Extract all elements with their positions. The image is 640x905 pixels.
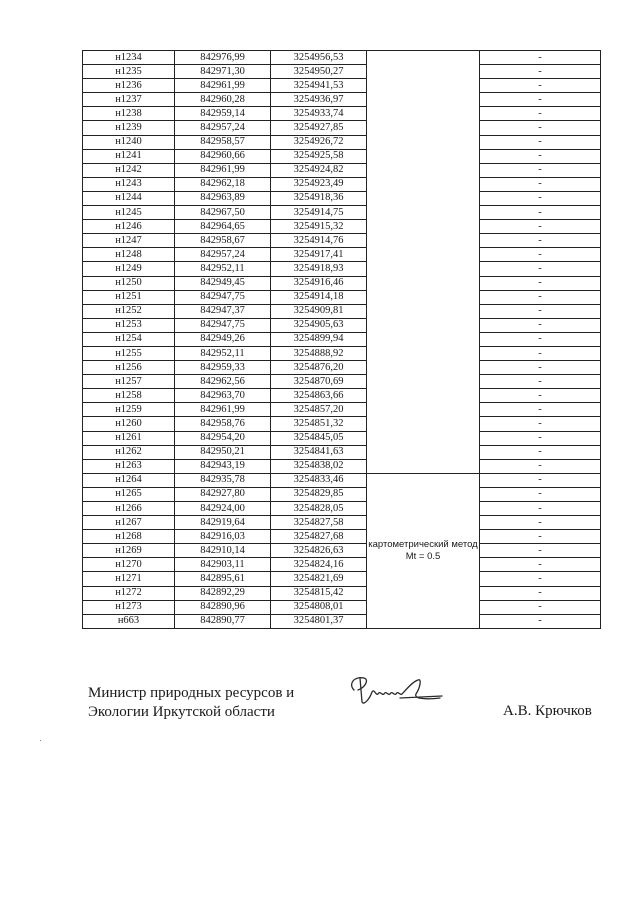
- y-coordinate-cell: 3254815,42: [271, 586, 367, 600]
- signatory-title-line2: Экологии Иркутской области: [88, 704, 275, 720]
- y-coordinate-cell: 3254821,69: [271, 572, 367, 586]
- table-row: [83, 544, 601, 558]
- table-row: [83, 417, 601, 431]
- y-coordinate-cell: 3254827,58: [271, 516, 367, 530]
- table-row: [83, 318, 601, 332]
- dash-cell: -: [480, 93, 601, 107]
- point-id-cell: н1242: [83, 163, 175, 177]
- dash-cell: -: [480, 389, 601, 403]
- dash-cell: -: [480, 487, 601, 501]
- table-row: [83, 473, 601, 487]
- x-coordinate-cell: 842961,99: [175, 79, 271, 93]
- point-id-cell: н1252: [83, 304, 175, 318]
- x-coordinate-cell: 842950,21: [175, 445, 271, 459]
- signatory-title: [88, 684, 294, 722]
- point-id-cell: н1253: [83, 318, 175, 332]
- table-row: [83, 403, 601, 417]
- point-id-cell: н1241: [83, 149, 175, 163]
- x-coordinate-cell: 842949,26: [175, 332, 271, 346]
- dash-cell: -: [480, 346, 601, 360]
- x-coordinate-cell: 842960,66: [175, 149, 271, 163]
- dash-cell: -: [480, 586, 601, 600]
- dash-cell: -: [480, 473, 601, 487]
- x-coordinate-cell: 842890,96: [175, 600, 271, 614]
- table-row: [83, 206, 601, 220]
- dash-cell: -: [480, 332, 601, 346]
- x-coordinate-cell: 842954,20: [175, 431, 271, 445]
- y-coordinate-cell: 3254916,46: [271, 276, 367, 290]
- point-id-cell: н1264: [83, 473, 175, 487]
- table-row: [83, 586, 601, 600]
- dash-cell: -: [480, 403, 601, 417]
- dash-cell: -: [480, 445, 601, 459]
- y-coordinate-cell: 3254909,81: [271, 304, 367, 318]
- y-coordinate-cell: 3254936,97: [271, 93, 367, 107]
- table-row: [83, 276, 601, 290]
- table-row: [83, 234, 601, 248]
- point-id-cell: н1246: [83, 220, 175, 234]
- point-id-cell: н1255: [83, 346, 175, 360]
- table-row: [83, 459, 601, 473]
- coordinates-table: [82, 50, 601, 629]
- x-coordinate-cell: 842962,18: [175, 177, 271, 191]
- y-coordinate-cell: 3254918,36: [271, 191, 367, 205]
- x-coordinate-cell: 842959,33: [175, 361, 271, 375]
- table-row: [83, 65, 601, 79]
- dash-cell: -: [480, 220, 601, 234]
- point-id-cell: н1239: [83, 121, 175, 135]
- x-coordinate-cell: 842903,11: [175, 558, 271, 572]
- point-id-cell: н1247: [83, 234, 175, 248]
- point-id-cell: н1258: [83, 389, 175, 403]
- point-id-cell: н1273: [83, 600, 175, 614]
- y-coordinate-cell: 3254824,16: [271, 558, 367, 572]
- y-coordinate-cell: 3254950,27: [271, 65, 367, 79]
- point-id-cell: н1244: [83, 191, 175, 205]
- y-coordinate-cell: 3254941,53: [271, 79, 367, 93]
- dash-cell: -: [480, 276, 601, 290]
- point-id-cell: н1262: [83, 445, 175, 459]
- y-coordinate-cell: 3254827,68: [271, 530, 367, 544]
- table-row: [83, 346, 601, 360]
- dash-cell: -: [480, 318, 601, 332]
- y-coordinate-cell: 3254905,63: [271, 318, 367, 332]
- point-id-cell: н663: [83, 614, 175, 628]
- x-coordinate-cell: 842957,24: [175, 248, 271, 262]
- x-coordinate-cell: 842949,45: [175, 276, 271, 290]
- table-row: [83, 516, 601, 530]
- y-coordinate-cell: 3254828,05: [271, 502, 367, 516]
- point-id-cell: н1240: [83, 135, 175, 149]
- x-coordinate-cell: 842961,99: [175, 403, 271, 417]
- table-row: [83, 93, 601, 107]
- y-coordinate-cell: 3254838,02: [271, 459, 367, 473]
- x-coordinate-cell: 842958,76: [175, 417, 271, 431]
- point-id-cell: н1257: [83, 375, 175, 389]
- table-row: [83, 530, 601, 544]
- x-coordinate-cell: 842957,24: [175, 121, 271, 135]
- y-coordinate-cell: 3254899,94: [271, 332, 367, 346]
- y-coordinate-cell: 3254857,20: [271, 403, 367, 417]
- point-id-cell: н1266: [83, 502, 175, 516]
- dash-cell: -: [480, 304, 601, 318]
- dash-cell: -: [480, 459, 601, 473]
- x-coordinate-cell: 842967,50: [175, 206, 271, 220]
- dash-cell: -: [480, 544, 601, 558]
- point-id-cell: н1261: [83, 431, 175, 445]
- y-coordinate-cell: 3254926,72: [271, 135, 367, 149]
- signatory-name: А.В. Крючков: [503, 703, 592, 719]
- x-coordinate-cell: 842935,78: [175, 473, 271, 487]
- point-id-cell: н1237: [83, 93, 175, 107]
- point-id-cell: н1271: [83, 572, 175, 586]
- point-id-cell: н1270: [83, 558, 175, 572]
- dash-cell: -: [480, 558, 601, 572]
- point-id-cell: н1245: [83, 206, 175, 220]
- dash-cell: -: [480, 177, 601, 191]
- dash-cell: -: [480, 51, 601, 65]
- point-id-cell: н1234: [83, 51, 175, 65]
- x-coordinate-cell: 842958,67: [175, 234, 271, 248]
- y-coordinate-cell: 3254876,20: [271, 361, 367, 375]
- y-coordinate-cell: 3254923,49: [271, 177, 367, 191]
- x-coordinate-cell: 842960,28: [175, 93, 271, 107]
- x-coordinate-cell: 842895,61: [175, 572, 271, 586]
- table-row: [83, 107, 601, 121]
- table-row: [83, 51, 601, 65]
- x-coordinate-cell: 842947,75: [175, 290, 271, 304]
- table-row: [83, 389, 601, 403]
- x-coordinate-cell: 842976,99: [175, 51, 271, 65]
- x-coordinate-cell: 842963,70: [175, 389, 271, 403]
- x-coordinate-cell: 842952,11: [175, 262, 271, 276]
- table-row: [83, 191, 601, 205]
- dash-cell: -: [480, 234, 601, 248]
- method-cell-upper: [367, 51, 480, 474]
- table-row: [83, 163, 601, 177]
- point-id-cell: н1243: [83, 177, 175, 191]
- dash-cell: -: [480, 262, 601, 276]
- dash-cell: -: [480, 135, 601, 149]
- dash-cell: -: [480, 163, 601, 177]
- table-row: [83, 248, 601, 262]
- point-id-cell: н1254: [83, 332, 175, 346]
- table-row: [83, 600, 601, 614]
- point-id-cell: н1268: [83, 530, 175, 544]
- table-row: [83, 558, 601, 572]
- table-row: [83, 361, 601, 375]
- table-row: [83, 149, 601, 163]
- y-coordinate-cell: 3254924,82: [271, 163, 367, 177]
- table-row: [83, 304, 601, 318]
- dash-cell: -: [480, 516, 601, 530]
- scan-speck: [40, 740, 41, 741]
- x-coordinate-cell: 842927,80: [175, 487, 271, 501]
- point-id-cell: н1249: [83, 262, 175, 276]
- x-coordinate-cell: 842892,29: [175, 586, 271, 600]
- table-row: [83, 262, 601, 276]
- dash-cell: -: [480, 431, 601, 445]
- x-coordinate-cell: 842962,56: [175, 375, 271, 389]
- x-coordinate-cell: 842916,03: [175, 530, 271, 544]
- signatory-title-line1: Министр природных ресурсов и: [88, 685, 295, 701]
- dash-cell: -: [480, 502, 601, 516]
- y-coordinate-cell: 3254956,53: [271, 51, 367, 65]
- point-id-cell: н1248: [83, 248, 175, 262]
- point-id-cell: н1251: [83, 290, 175, 304]
- handwritten-signature: [340, 668, 460, 710]
- dash-cell: -: [480, 572, 601, 586]
- y-coordinate-cell: 3254801,37: [271, 614, 367, 628]
- table-row: [83, 79, 601, 93]
- point-id-cell: н1256: [83, 361, 175, 375]
- dash-cell: -: [480, 191, 601, 205]
- y-coordinate-cell: 3254870,69: [271, 375, 367, 389]
- x-coordinate-cell: 842890,77: [175, 614, 271, 628]
- dash-cell: -: [480, 65, 601, 79]
- x-coordinate-cell: 842963,89: [175, 191, 271, 205]
- y-coordinate-cell: 3254833,46: [271, 473, 367, 487]
- dash-cell: -: [480, 530, 601, 544]
- point-id-cell: н1259: [83, 403, 175, 417]
- x-coordinate-cell: 842971,30: [175, 65, 271, 79]
- x-coordinate-cell: 842924,00: [175, 502, 271, 516]
- point-id-cell: н1269: [83, 544, 175, 558]
- table-row: [83, 502, 601, 516]
- point-id-cell: н1265: [83, 487, 175, 501]
- point-id-cell: н1238: [83, 107, 175, 121]
- x-coordinate-cell: 842910,14: [175, 544, 271, 558]
- dash-cell: -: [480, 417, 601, 431]
- y-coordinate-cell: 3254845,05: [271, 431, 367, 445]
- x-coordinate-cell: 842943,19: [175, 459, 271, 473]
- dash-cell: -: [480, 375, 601, 389]
- x-coordinate-cell: 842958,57: [175, 135, 271, 149]
- x-coordinate-cell: 842947,37: [175, 304, 271, 318]
- method-cell: картометрический метод Mt = 0.5: [367, 473, 480, 628]
- y-coordinate-cell: 3254851,32: [271, 417, 367, 431]
- dash-cell: -: [480, 121, 601, 135]
- y-coordinate-cell: 3254933,74: [271, 107, 367, 121]
- point-id-cell: н1236: [83, 79, 175, 93]
- x-coordinate-cell: 842919,64: [175, 516, 271, 530]
- dash-cell: -: [480, 206, 601, 220]
- point-id-cell: н1263: [83, 459, 175, 473]
- dash-cell: -: [480, 248, 601, 262]
- point-id-cell: н1260: [83, 417, 175, 431]
- table-row: [83, 121, 601, 135]
- table-row: [83, 572, 601, 586]
- dash-cell: -: [480, 614, 601, 628]
- x-coordinate-cell: 842947,75: [175, 318, 271, 332]
- y-coordinate-cell: 3254914,76: [271, 234, 367, 248]
- y-coordinate-cell: 3254808,01: [271, 600, 367, 614]
- x-coordinate-cell: 842961,99: [175, 163, 271, 177]
- table-row: [83, 290, 601, 304]
- dash-cell: -: [480, 361, 601, 375]
- point-id-cell: н1267: [83, 516, 175, 530]
- y-coordinate-cell: 3254918,93: [271, 262, 367, 276]
- table-row: [83, 445, 601, 459]
- table-row: [83, 614, 601, 628]
- dash-cell: -: [480, 290, 601, 304]
- x-coordinate-cell: 842952,11: [175, 346, 271, 360]
- y-coordinate-cell: 3254927,85: [271, 121, 367, 135]
- table-row: [83, 431, 601, 445]
- y-coordinate-cell: 3254829,85: [271, 487, 367, 501]
- table-row: [83, 487, 601, 501]
- point-id-cell: н1235: [83, 65, 175, 79]
- y-coordinate-cell: 3254915,32: [271, 220, 367, 234]
- y-coordinate-cell: 3254917,41: [271, 248, 367, 262]
- dash-cell: -: [480, 149, 601, 163]
- dash-cell: -: [480, 79, 601, 93]
- point-id-cell: н1272: [83, 586, 175, 600]
- point-id-cell: н1250: [83, 276, 175, 290]
- x-coordinate-cell: 842964,65: [175, 220, 271, 234]
- table-row: [83, 220, 601, 234]
- y-coordinate-cell: 3254914,18: [271, 290, 367, 304]
- coordinates-table-body: [83, 51, 601, 629]
- table-row: [83, 177, 601, 191]
- table-row: [83, 375, 601, 389]
- y-coordinate-cell: 3254841,63: [271, 445, 367, 459]
- x-coordinate-cell: 842959,14: [175, 107, 271, 121]
- y-coordinate-cell: 3254925,58: [271, 149, 367, 163]
- y-coordinate-cell: 3254863,66: [271, 389, 367, 403]
- table-row: [83, 332, 601, 346]
- y-coordinate-cell: 3254914,75: [271, 206, 367, 220]
- dash-cell: -: [480, 107, 601, 121]
- table-row: [83, 135, 601, 149]
- y-coordinate-cell: 3254826,63: [271, 544, 367, 558]
- dash-cell: -: [480, 600, 601, 614]
- y-coordinate-cell: 3254888,92: [271, 346, 367, 360]
